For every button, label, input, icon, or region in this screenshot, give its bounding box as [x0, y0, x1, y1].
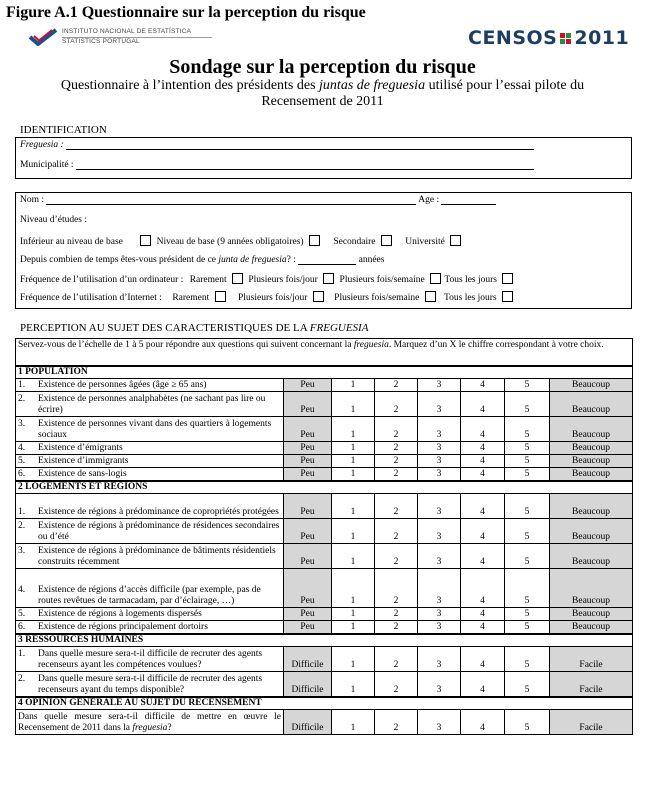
question-row — [16, 379, 633, 392]
section-header-row — [16, 634, 633, 647]
freq-option-label: Tous les jours — [444, 275, 497, 285]
scale-option-3[interactable]: 3 — [418, 672, 461, 697]
scale-option-1[interactable]: 1 — [332, 621, 375, 634]
scale-low-label: Peu — [284, 544, 332, 569]
page-title: Sondage sur la perception du risque — [169, 56, 476, 78]
scale-option-2[interactable]: 2 — [375, 468, 418, 481]
question-label: Existence d’immigrants — [38, 456, 129, 466]
scale-option-2[interactable]: 2 — [375, 379, 418, 392]
scale-option-1[interactable]: 1 — [332, 379, 375, 392]
scale-option-2[interactable]: 2 — [375, 494, 418, 519]
question-number: 5. — [18, 456, 26, 466]
question-row — [16, 442, 633, 455]
scale-option-2[interactable]: 2 — [375, 621, 418, 634]
ordi-checkbox-rarement[interactable] — [232, 273, 243, 284]
scale-option-3[interactable]: 3 — [418, 710, 461, 735]
scale-option-4[interactable]: 4 — [461, 392, 505, 417]
scale-low-label: Peu — [284, 455, 332, 468]
question-text — [16, 569, 284, 608]
question-number: 5. — [18, 609, 26, 619]
edu-option-label: Inférieur au niveau de base — [20, 237, 123, 247]
scale-high-label: Beaucoup — [550, 569, 633, 608]
edu-checkbox-secondaire[interactable] — [381, 235, 392, 246]
scale-low-label: Peu — [284, 392, 332, 417]
scale-option-1[interactable]: 1 — [332, 608, 375, 621]
scale-high-label: Beaucoup — [550, 392, 633, 417]
freq-option-label: Rarement — [172, 293, 210, 303]
section-header-row — [16, 697, 633, 710]
scale-high-label: Beaucoup — [550, 544, 633, 569]
question-label: Existence de régions à prédominance de résidences secondaires ou d’été — [38, 521, 280, 542]
internet-checkbox-rarement[interactable] — [215, 291, 226, 302]
internet-checkbox-tous[interactable] — [502, 291, 513, 302]
question-number: 2. — [18, 673, 26, 684]
scale-option-1[interactable]: 1 — [332, 569, 375, 608]
scale-option-4[interactable]: 4 — [461, 672, 505, 697]
scale-option-5[interactable]: 5 — [505, 442, 550, 455]
municipalite-field[interactable] — [76, 161, 534, 170]
internet-checkbox-jour[interactable] — [313, 291, 324, 302]
scale-high-label: Beaucoup — [550, 621, 633, 634]
section-title: 4 OPINION GÉNÉRALE AU SUJET DU RECENSEMENT — [16, 697, 633, 710]
ine-subname: STATISTICS PORTUGAL — [62, 38, 140, 45]
section-header-row — [16, 481, 633, 494]
scale-option-5[interactable]: 5 — [505, 544, 550, 569]
scale-high-label: Facile — [550, 710, 633, 735]
question-label: Existence de sans-logis — [38, 468, 127, 479]
scale-option-4[interactable]: 4 — [461, 544, 505, 569]
scale-option-2[interactable]: 2 — [375, 569, 418, 608]
scale-option-2[interactable]: 2 — [375, 392, 418, 417]
question-row — [16, 455, 633, 468]
freq-option-label: Rarement — [189, 275, 227, 285]
scale-option-4[interactable]: 4 — [461, 494, 505, 519]
edu-option-label: Université — [405, 237, 445, 247]
question-text — [16, 392, 284, 417]
scale-option-3[interactable]: 3 — [418, 569, 461, 608]
scale-option-3[interactable]: 3 — [418, 455, 461, 468]
scale-low-label: Peu — [284, 442, 332, 455]
figure-title: Figure A.1 Questionnaire sur la perception du risque — [6, 4, 366, 21]
ordi-checkbox-tous[interactable] — [502, 273, 513, 284]
question-text — [16, 519, 284, 544]
section-title: 1 POPULATION — [16, 366, 633, 379]
scale-option-2[interactable]: 2 — [375, 455, 418, 468]
question-text — [16, 468, 284, 481]
question-row — [16, 608, 633, 621]
question-label: Existence de régions à logements dispersés — [38, 609, 202, 619]
scale-option-5[interactable]: 5 — [505, 621, 550, 634]
scale-high-label: Beaucoup — [550, 608, 633, 621]
scale-option-3[interactable]: 3 — [418, 417, 461, 442]
question-text — [16, 621, 284, 634]
scale-option-5[interactable]: 5 — [505, 608, 550, 621]
question-number: 1. — [18, 649, 26, 659]
ordinateur-label: Fréquence de l’utilisation d’un ordinateur : — [20, 275, 184, 285]
question-row — [16, 544, 633, 569]
censos-squares-icon — [560, 33, 571, 44]
scale-high-label: Beaucoup — [550, 442, 633, 455]
scale-option-1[interactable]: 1 — [332, 392, 375, 417]
scale-option-5[interactable]: 5 — [505, 392, 550, 417]
scale-option-2[interactable]: 2 — [375, 442, 418, 455]
depuis-label-end: ? : — [286, 255, 296, 265]
question-row — [16, 647, 633, 672]
question-text — [16, 544, 284, 569]
age-label: Age : — [418, 195, 440, 205]
question-number: 4. — [18, 585, 26, 595]
depuis-field[interactable] — [298, 256, 356, 265]
question-row — [16, 621, 633, 634]
perception-heading: PERCEPTION AU SUJET DES CARACTERISTIQUES DE LA FREGUESIA — [20, 322, 369, 334]
intro-row — [16, 339, 633, 366]
scale-option-4[interactable]: 4 — [461, 417, 505, 442]
question-label: Dans quelle mesure sera-t-il difficile de mettre en œuvre le Recensement de 2011 dans la — [18, 712, 281, 733]
scale-low-label: Difficile — [284, 710, 332, 735]
scale-option-1[interactable]: 1 — [332, 519, 375, 544]
scale-option-3[interactable]: 3 — [418, 519, 461, 544]
section-title: 2 LOGEMENTS ET RÉGIONS — [16, 481, 633, 494]
scale-low-label: Peu — [284, 417, 332, 442]
scale-option-4[interactable]: 4 — [461, 379, 505, 392]
question-row — [16, 519, 633, 544]
edu-checkbox-inferieur[interactable] — [140, 235, 151, 246]
question-label: Existence d’émigrants — [38, 443, 123, 453]
scale-option-1[interactable]: 1 — [332, 494, 375, 519]
scale-high-label: Beaucoup — [550, 417, 633, 442]
scale-low-label: Peu — [284, 608, 332, 621]
identification-box — [15, 137, 632, 179]
scale-option-5[interactable]: 5 — [505, 494, 550, 519]
scale-low-label: Peu — [284, 379, 332, 392]
nom-row — [20, 195, 496, 205]
question-text — [16, 608, 284, 621]
censos-word: CENSOS — [468, 27, 558, 49]
scale-low-label: Difficile — [284, 672, 332, 697]
scale-option-5[interactable]: 5 — [505, 569, 550, 608]
freq-option-label: Plusieurs fois/jour — [238, 293, 308, 303]
scale-option-3[interactable]: 3 — [418, 647, 461, 672]
scale-option-1[interactable]: 1 — [332, 647, 375, 672]
niveau-label: Niveau d’études : — [20, 215, 88, 225]
question-number: 6. — [18, 621, 26, 632]
question-row — [16, 468, 633, 481]
freguesia-row — [20, 140, 534, 150]
question-row — [16, 672, 633, 697]
scale-option-5[interactable]: 5 — [505, 647, 550, 672]
ordi-checkbox-semaine[interactable] — [430, 273, 441, 284]
scale-option-3[interactable]: 3 — [418, 608, 461, 621]
scale-high-label: Beaucoup — [550, 494, 633, 519]
question-text — [16, 417, 284, 442]
internet-label: Fréquence de l’utilisation d’Internet : — [20, 293, 162, 303]
scale-option-2[interactable]: 2 — [375, 519, 418, 544]
scale-option-1[interactable]: 1 — [332, 417, 375, 442]
question-text — [16, 647, 284, 672]
perception-table — [15, 338, 633, 735]
personal-box — [15, 192, 632, 309]
question-number: 1. — [18, 507, 26, 517]
freq-option-label: Tous les jours — [443, 293, 497, 303]
scale-option-3[interactable]: 3 — [418, 442, 461, 455]
identification-heading: IDENTIFICATION — [20, 124, 107, 136]
scale-option-2[interactable]: 2 — [375, 544, 418, 569]
question-text — [16, 494, 284, 519]
scale-option-1[interactable]: 1 — [332, 468, 375, 481]
scale-high-label: Beaucoup — [550, 468, 633, 481]
scale-low-label: Peu — [284, 519, 332, 544]
scale-option-3[interactable]: 3 — [418, 468, 461, 481]
freq-option-label: Plusieurs fois/semaine — [339, 275, 425, 285]
scale-low-label: Peu — [284, 569, 332, 608]
freguesia-label: Freguesia : — [20, 140, 64, 150]
question-label: Existence de personnes analphabètes (ne sachant pas lire ou écrire) — [38, 394, 266, 415]
scale-option-3[interactable]: 3 — [418, 621, 461, 634]
question-label-end: ? — [167, 723, 172, 733]
scale-option-3[interactable]: 3 — [418, 494, 461, 519]
question-row — [16, 494, 633, 519]
question-label: Existence de personnes âgées (âge ≥ 65 ans) — [38, 380, 207, 390]
internet-row — [20, 291, 516, 303]
age-field[interactable] — [441, 196, 496, 205]
scale-low-label: Peu — [284, 494, 332, 519]
municipalite-row — [20, 160, 534, 170]
intro-text: Servez-vous de l’échelle de 1 à 5 pour répondre aux questions qui suivent concernant la freguesia. Marquez d’un X le chiffre correspondant à votre choix. — [16, 339, 633, 366]
censos-logo — [468, 27, 629, 49]
edu-option-label: Secondaire — [333, 237, 376, 247]
scale-option-4[interactable]: 4 — [461, 455, 505, 468]
edu-checkbox-universite[interactable] — [450, 235, 461, 246]
annees-label: années — [358, 255, 385, 265]
scale-option-3[interactable]: 3 — [418, 392, 461, 417]
question-label: Existence de régions d’accès difficile (par exemple, pas de routes revêtues de tarmacadam, par d’éclairage, …) — [38, 585, 261, 606]
question-label: Existence de régions à prédominance de bâtiments résidentiels construits récemment — [38, 546, 276, 567]
ordi-checkbox-jour[interactable] — [323, 273, 334, 284]
question-number: 2. — [18, 521, 26, 531]
scale-option-5[interactable]: 5 — [505, 455, 550, 468]
nom-label: Nom : — [20, 195, 45, 205]
scale-option-5[interactable]: 5 — [505, 710, 550, 735]
scale-high-label: Facile — [550, 672, 633, 697]
ine-logo — [28, 28, 212, 46]
question-label: Existence de personnes vivant dans des quartiers à logements sociaux — [38, 419, 272, 440]
question-text — [16, 455, 284, 468]
question-text — [16, 672, 284, 697]
ine-checkmark-icon — [28, 28, 58, 46]
censos-year: 2011 — [574, 27, 630, 49]
scale-option-2[interactable]: 2 — [375, 647, 418, 672]
edu-option-label: Niveau de base (9 années obligatoires) — [156, 237, 304, 247]
question-label: Dans quelle mesure sera-t-il difficile de recruter des agents recenseurs ayant du temps disponible? — [38, 673, 263, 695]
freguesia-field[interactable] — [66, 141, 534, 150]
question-number: 3. — [18, 419, 26, 429]
scale-high-label: Beaucoup — [550, 519, 633, 544]
scale-option-5[interactable]: 5 — [505, 672, 550, 697]
scale-option-5[interactable]: 5 — [505, 417, 550, 442]
scale-option-4[interactable]: 4 — [461, 710, 505, 735]
scale-option-1[interactable]: 1 — [332, 672, 375, 697]
scale-option-1[interactable]: 1 — [332, 710, 375, 735]
page-subtitle: Questionnaire à l’intention des présidents des juntas de freguesia utilisé pour l’essai pilote du Recensement de 2011 — [60, 78, 585, 109]
question-number: 3. — [18, 546, 26, 556]
scale-low-label: Difficile — [284, 647, 332, 672]
question-label: Existence de régions principalement dortoirs — [38, 621, 208, 632]
question-text — [16, 379, 284, 392]
scale-option-2[interactable]: 2 — [375, 608, 418, 621]
scale-option-5[interactable]: 5 — [505, 468, 550, 481]
scale-option-1[interactable]: 1 — [332, 442, 375, 455]
depuis-label-em: junta de freguesia — [218, 255, 287, 265]
scale-low-label: Peu — [284, 468, 332, 481]
question-number: 6. — [18, 468, 26, 479]
question-row — [16, 710, 633, 735]
edu-checkbox-base[interactable] — [309, 235, 320, 246]
question-text — [16, 442, 284, 455]
scale-option-5[interactable]: 5 — [505, 379, 550, 392]
question-label: Dans quelle mesure sera-t-il difficile de recruter des agents recenseurs ayant les compétences voulues? — [38, 649, 263, 670]
scale-option-4[interactable]: 4 — [461, 569, 505, 608]
question-number: 2. — [18, 394, 26, 404]
depuis-row — [20, 255, 384, 265]
scale-option-2[interactable]: 2 — [375, 672, 418, 697]
section-header-row — [16, 366, 633, 379]
scale-high-label: Beaucoup — [550, 379, 633, 392]
scale-option-1[interactable]: 1 — [332, 544, 375, 569]
question-row — [16, 417, 633, 442]
question-label: Existence de régions à prédominance de copropriétés protégées — [38, 507, 279, 517]
question-row — [16, 569, 633, 608]
scale-option-4[interactable]: 4 — [461, 608, 505, 621]
question-number: 1. — [18, 380, 26, 390]
scale-option-4[interactable]: 4 — [461, 519, 505, 544]
scale-option-3[interactable]: 3 — [418, 544, 461, 569]
depuis-label: Depuis combien de temps êtes-vous président de ce — [20, 255, 219, 265]
scale-option-4[interactable]: 4 — [461, 468, 505, 481]
scale-low-label: Peu — [284, 621, 332, 634]
freq-option-label: Plusieurs fois/semaine — [334, 293, 420, 303]
scale-option-2[interactable]: 2 — [375, 710, 418, 735]
scale-option-5[interactable]: 5 — [505, 519, 550, 544]
scale-high-label: Beaucoup — [550, 455, 633, 468]
scale-option-4[interactable]: 4 — [461, 647, 505, 672]
scale-high-label: Facile — [550, 647, 633, 672]
education-row — [20, 235, 464, 247]
internet-checkbox-semaine[interactable] — [425, 291, 436, 302]
scale-option-3[interactable]: 3 — [418, 379, 461, 392]
ine-name: INSTITUTO NACIONAL DE ESTATÍSTICA — [62, 28, 192, 35]
question-number: 4. — [18, 443, 26, 453]
freq-option-label: Plusieurs fois/jour — [248, 275, 318, 285]
question-label-em: freguesia — [132, 723, 168, 733]
scale-option-4[interactable]: 4 — [461, 442, 505, 455]
scale-option-1[interactable]: 1 — [332, 455, 375, 468]
nom-field[interactable] — [46, 196, 416, 205]
question-text — [16, 710, 284, 735]
scale-option-2[interactable]: 2 — [375, 417, 418, 442]
ordinateur-row — [20, 273, 516, 285]
question-row — [16, 392, 633, 417]
municipalite-label: Municipalité : — [20, 160, 74, 170]
scale-option-4[interactable]: 4 — [461, 621, 505, 634]
section-title: 3 RESSOURCES HUMAINES — [16, 634, 633, 647]
